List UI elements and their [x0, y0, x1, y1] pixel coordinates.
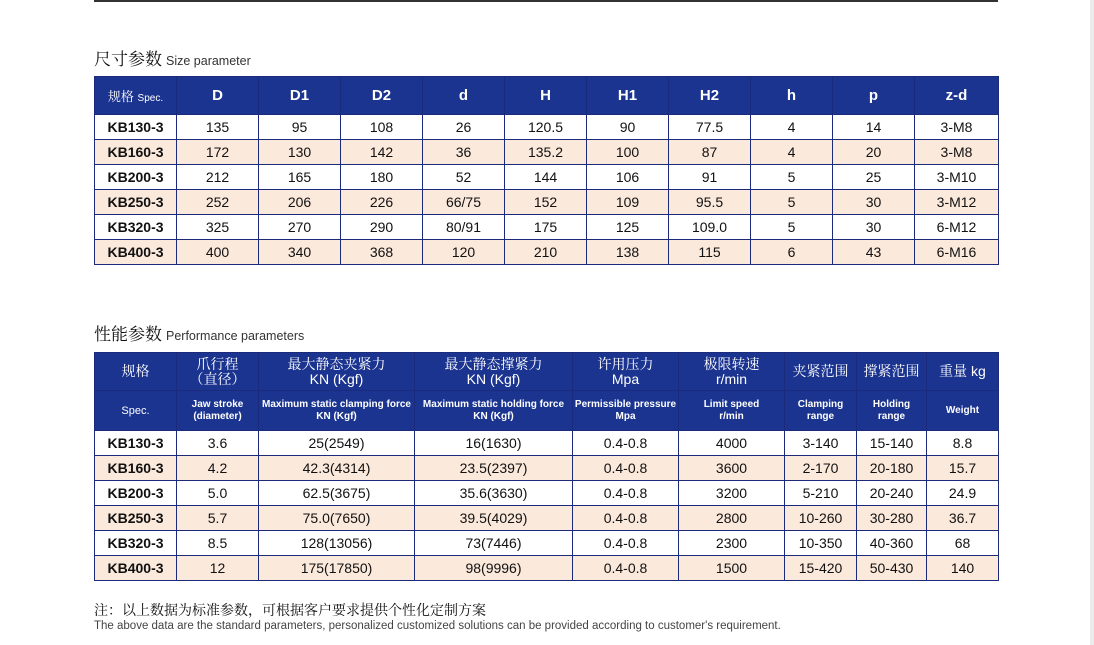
- value-cell: 115: [669, 240, 751, 265]
- perf-header-en-line: KN (Kgf): [316, 410, 357, 422]
- spec-cell: KB250-3: [95, 190, 177, 215]
- perf-header-cn-line: 最大静态撑紧力: [444, 355, 543, 372]
- perf-header-cn-cell: [573, 353, 679, 391]
- perf-header-en-cell: [259, 391, 415, 431]
- value-cell: 138: [587, 240, 669, 265]
- perf-header-cn-cell: [95, 353, 177, 391]
- perf-header-en-line: KN (Kgf): [473, 410, 514, 422]
- size-header-spec: [95, 77, 177, 115]
- spec-cell: KB160-3: [95, 456, 177, 481]
- size-parameter-table: [94, 76, 999, 265]
- perf-header-cn-line: KN (Kgf): [309, 370, 364, 387]
- value-cell: 128(13056): [259, 531, 415, 556]
- value-cell: 24.9: [927, 481, 999, 506]
- value-cell: 73(7446): [415, 531, 573, 556]
- performance-parameter-table: [94, 352, 999, 581]
- size-header-spec-suffix: Spec.: [137, 93, 164, 104]
- value-cell: 10-350: [785, 531, 857, 556]
- perf-header-en-line: Spec.: [121, 404, 150, 417]
- value-cell: 62.5(3675): [259, 481, 415, 506]
- table-row: [95, 190, 999, 215]
- value-cell: 36.7: [927, 506, 999, 531]
- spec-cell: KB320-3: [95, 531, 177, 556]
- size-header-label: H1: [617, 87, 638, 104]
- value-cell: 95: [259, 115, 341, 140]
- perf-header-cn-cell: [679, 353, 785, 391]
- value-cell: 210: [505, 240, 587, 265]
- value-cell: 80/91: [423, 215, 505, 240]
- value-cell: 125: [587, 215, 669, 240]
- value-cell: 5-210: [785, 481, 857, 506]
- size-header-label: H2: [699, 87, 720, 104]
- size-header-cell: [505, 77, 587, 115]
- value-cell: 109: [587, 190, 669, 215]
- value-cell: 6-M12: [915, 215, 999, 240]
- size-header-cell: [177, 77, 259, 115]
- value-cell: 30-280: [857, 506, 927, 531]
- note-cn: 注：以上数据为标准参数，可根据客户要求提供个性化定制方案: [94, 602, 486, 618]
- perf-header-en-line: Permissible pressure: [574, 398, 677, 410]
- value-cell: 5: [751, 190, 833, 215]
- value-cell: 4.2: [177, 456, 259, 481]
- perf-header-cn-line: 撑紧范围: [863, 363, 920, 379]
- perf-header-cn-line: 重量 kg: [939, 363, 986, 379]
- value-cell: 77.5: [669, 115, 751, 140]
- perf-header-cn-cell: [927, 353, 999, 391]
- size-header-cell: [669, 77, 751, 115]
- value-cell: 3-M10: [915, 165, 999, 190]
- value-cell: 15.7: [927, 456, 999, 481]
- perf-header-cn-line: 爪行程: [196, 355, 239, 372]
- spec-cell: KB400-3: [95, 556, 177, 581]
- value-cell: 165: [259, 165, 341, 190]
- value-cell: 39.5(4029): [415, 506, 573, 531]
- size-title-en: Size parameter: [166, 54, 251, 68]
- value-cell: 0.4-0.8: [573, 531, 679, 556]
- spec-cell: KB320-3: [95, 215, 177, 240]
- value-cell: 4: [751, 140, 833, 165]
- value-cell: 270: [259, 215, 341, 240]
- spec-cell: KB250-3: [95, 506, 177, 531]
- value-cell: 30: [833, 190, 915, 215]
- value-cell: 120: [423, 240, 505, 265]
- perf-header-cn-cell: [785, 353, 857, 391]
- value-cell: 50-430: [857, 556, 927, 581]
- perf-header-en-cell: [927, 391, 999, 431]
- perf-title-en: Performance parameters: [166, 329, 305, 343]
- size-header-cell: [833, 77, 915, 115]
- value-cell: 290: [341, 215, 423, 240]
- table-row: [95, 215, 999, 240]
- value-cell: 3-M12: [915, 190, 999, 215]
- value-cell: 14: [833, 115, 915, 140]
- perf-header-cn-cell: [415, 353, 573, 391]
- value-cell: 36: [423, 140, 505, 165]
- value-cell: 26: [423, 115, 505, 140]
- value-cell: 15-420: [785, 556, 857, 581]
- size-section-title: [94, 45, 251, 70]
- perf-header-en-line: (diameter): [193, 410, 242, 422]
- spec-cell: KB400-3: [95, 240, 177, 265]
- value-cell: 16(1630): [415, 431, 573, 456]
- value-cell: 1500: [679, 556, 785, 581]
- value-cell: 135.2: [505, 140, 587, 165]
- scrollbar-track[interactable]: [1090, 0, 1094, 645]
- value-cell: 3-M8: [915, 140, 999, 165]
- value-cell: 152: [505, 190, 587, 215]
- value-cell: 68: [927, 531, 999, 556]
- perf-header-en-line: r/min: [719, 410, 744, 422]
- value-cell: 135: [177, 115, 259, 140]
- value-cell: 206: [259, 190, 341, 215]
- value-cell: 2300: [679, 531, 785, 556]
- value-cell: 52: [423, 165, 505, 190]
- spec-cell: KB130-3: [95, 431, 177, 456]
- value-cell: 87: [669, 140, 751, 165]
- value-cell: 90: [587, 115, 669, 140]
- perf-header-en-cell: [415, 391, 573, 431]
- table-row: [95, 506, 999, 531]
- perf-table-header-en-row: [95, 391, 999, 431]
- spec-cell: KB200-3: [95, 481, 177, 506]
- value-cell: 252: [177, 190, 259, 215]
- spec-cell: KB130-3: [95, 115, 177, 140]
- value-cell: 5: [751, 165, 833, 190]
- value-cell: 91: [669, 165, 751, 190]
- value-cell: 10-260: [785, 506, 857, 531]
- perf-header-en-line: Maximum static clamping force: [262, 398, 411, 410]
- perf-header-cn-cell: [177, 353, 259, 391]
- value-cell: 0.4-0.8: [573, 506, 679, 531]
- value-cell: 109.0: [669, 215, 751, 240]
- value-cell: 35.6(3630): [415, 481, 573, 506]
- value-cell: 95.5: [669, 190, 751, 215]
- value-cell: 75.0(7650): [259, 506, 415, 531]
- value-cell: 0.4-0.8: [573, 481, 679, 506]
- table-row: [95, 140, 999, 165]
- value-cell: 5: [751, 215, 833, 240]
- size-header-label: d: [458, 87, 469, 104]
- value-cell: 4000: [679, 431, 785, 456]
- value-cell: 25: [833, 165, 915, 190]
- value-cell: 12: [177, 556, 259, 581]
- perf-header-cn-line: 最大静态夹紧力: [287, 355, 386, 372]
- value-cell: 0.4-0.8: [573, 431, 679, 456]
- perf-header-en-cell: [679, 391, 785, 431]
- value-cell: 172: [177, 140, 259, 165]
- size-table-header-row: [95, 77, 999, 115]
- value-cell: 2-170: [785, 456, 857, 481]
- value-cell: 142: [341, 140, 423, 165]
- value-cell: 25(2549): [259, 431, 415, 456]
- table-row: [95, 456, 999, 481]
- value-cell: 106: [587, 165, 669, 190]
- size-header-cell: [751, 77, 833, 115]
- size-header-label: D2: [371, 87, 392, 104]
- value-cell: 3-M8: [915, 115, 999, 140]
- value-cell: 5.0: [177, 481, 259, 506]
- table-row: [95, 531, 999, 556]
- size-header-label: p: [868, 87, 879, 104]
- value-cell: 30: [833, 215, 915, 240]
- value-cell: 226: [341, 190, 423, 215]
- perf-header-en-cell: [857, 391, 927, 431]
- value-cell: 43: [833, 240, 915, 265]
- size-header-label: z-d: [945, 87, 968, 104]
- perf-header-cn-line: 极限转速: [703, 355, 760, 372]
- perf-header-en-line: Holding: [872, 398, 911, 410]
- perf-header-en-line: Limit speed: [703, 398, 760, 410]
- table-row: [95, 556, 999, 581]
- value-cell: 325: [177, 215, 259, 240]
- perf-header-cn-line: r/min: [715, 370, 748, 387]
- value-cell: 3-140: [785, 431, 857, 456]
- value-cell: 40-360: [857, 531, 927, 556]
- perf-header-en-cell: [573, 391, 679, 431]
- table-row: [95, 240, 999, 265]
- perf-header-cn-line: KN (Kgf): [466, 370, 521, 387]
- table-row: [95, 481, 999, 506]
- size-header-label: h: [786, 87, 797, 104]
- perf-header-en-line: Jaw stroke: [191, 398, 244, 410]
- perf-header-en-line: Maximum static holding force: [422, 398, 565, 410]
- value-cell: 144: [505, 165, 587, 190]
- perf-header-en-line: Clamping: [797, 398, 844, 410]
- perf-header-en-cell: [95, 391, 177, 431]
- table-row: [95, 165, 999, 190]
- perf-header-cn-line: （直径）: [189, 370, 246, 387]
- value-cell: 368: [341, 240, 423, 265]
- size-title-cn: 尺寸参数: [94, 50, 162, 69]
- value-cell: 66/75: [423, 190, 505, 215]
- value-cell: 8.5: [177, 531, 259, 556]
- value-cell: 120.5: [505, 115, 587, 140]
- value-cell: 20-180: [857, 456, 927, 481]
- size-header-cell: [915, 77, 999, 115]
- size-header-label: H: [540, 87, 551, 104]
- value-cell: 20: [833, 140, 915, 165]
- value-cell: 6: [751, 240, 833, 265]
- value-cell: 23.5(2397): [415, 456, 573, 481]
- value-cell: 175: [505, 215, 587, 240]
- value-cell: 108: [341, 115, 423, 140]
- spec-cell: KB200-3: [95, 165, 177, 190]
- perf-header-cn-line: Mpa: [611, 370, 640, 387]
- perf-header-cn-line: 规格: [121, 363, 150, 379]
- perf-header-en-cell: [177, 391, 259, 431]
- value-cell: 130: [259, 140, 341, 165]
- value-cell: 4: [751, 115, 833, 140]
- table-row: [95, 431, 999, 456]
- value-cell: 98(9996): [415, 556, 573, 581]
- perf-header-en-line: range: [877, 410, 906, 422]
- perf-header-cn-cell: [857, 353, 927, 391]
- value-cell: 180: [341, 165, 423, 190]
- value-cell: 212: [177, 165, 259, 190]
- value-cell: 3200: [679, 481, 785, 506]
- value-cell: 340: [259, 240, 341, 265]
- value-cell: 2800: [679, 506, 785, 531]
- perf-header-cn-cell: [259, 353, 415, 391]
- value-cell: 42.3(4314): [259, 456, 415, 481]
- perf-header-en-line: Mpa: [615, 410, 636, 422]
- spec-cell: KB160-3: [95, 140, 177, 165]
- value-cell: 175(17850): [259, 556, 415, 581]
- value-cell: 5.7: [177, 506, 259, 531]
- size-header-label: 规格: [107, 89, 134, 104]
- value-cell: 140: [927, 556, 999, 581]
- table-row: [95, 115, 999, 140]
- top-divider: [94, 0, 998, 2]
- perf-header-en-line: Weight: [945, 404, 980, 416]
- size-header-label: D1: [289, 87, 310, 104]
- value-cell: 400: [177, 240, 259, 265]
- perf-table-header-cn-row: [95, 353, 999, 391]
- note-en: The above data are the standard parameters, personalized customized solutions can be provided according to customer's requirement.: [94, 620, 781, 632]
- value-cell: 3.6: [177, 431, 259, 456]
- perf-title-cn: 性能参数: [94, 325, 162, 344]
- value-cell: 8.8: [927, 431, 999, 456]
- value-cell: 0.4-0.8: [573, 556, 679, 581]
- size-header-label: D: [212, 87, 223, 104]
- perf-section-title: [94, 320, 304, 345]
- perf-header-en-cell: [785, 391, 857, 431]
- size-header-cell: [259, 77, 341, 115]
- perf-header-cn-line: 夹紧范围: [792, 363, 849, 379]
- value-cell: 3600: [679, 456, 785, 481]
- value-cell: 20-240: [857, 481, 927, 506]
- value-cell: 6-M16: [915, 240, 999, 265]
- value-cell: 15-140: [857, 431, 927, 456]
- perf-header-en-line: range: [806, 410, 835, 422]
- value-cell: 100: [587, 140, 669, 165]
- size-header-cell: [423, 77, 505, 115]
- value-cell: 0.4-0.8: [573, 456, 679, 481]
- size-header-cell: [587, 77, 669, 115]
- perf-header-cn-line: 许用压力: [597, 355, 654, 372]
- size-header-cell: [341, 77, 423, 115]
